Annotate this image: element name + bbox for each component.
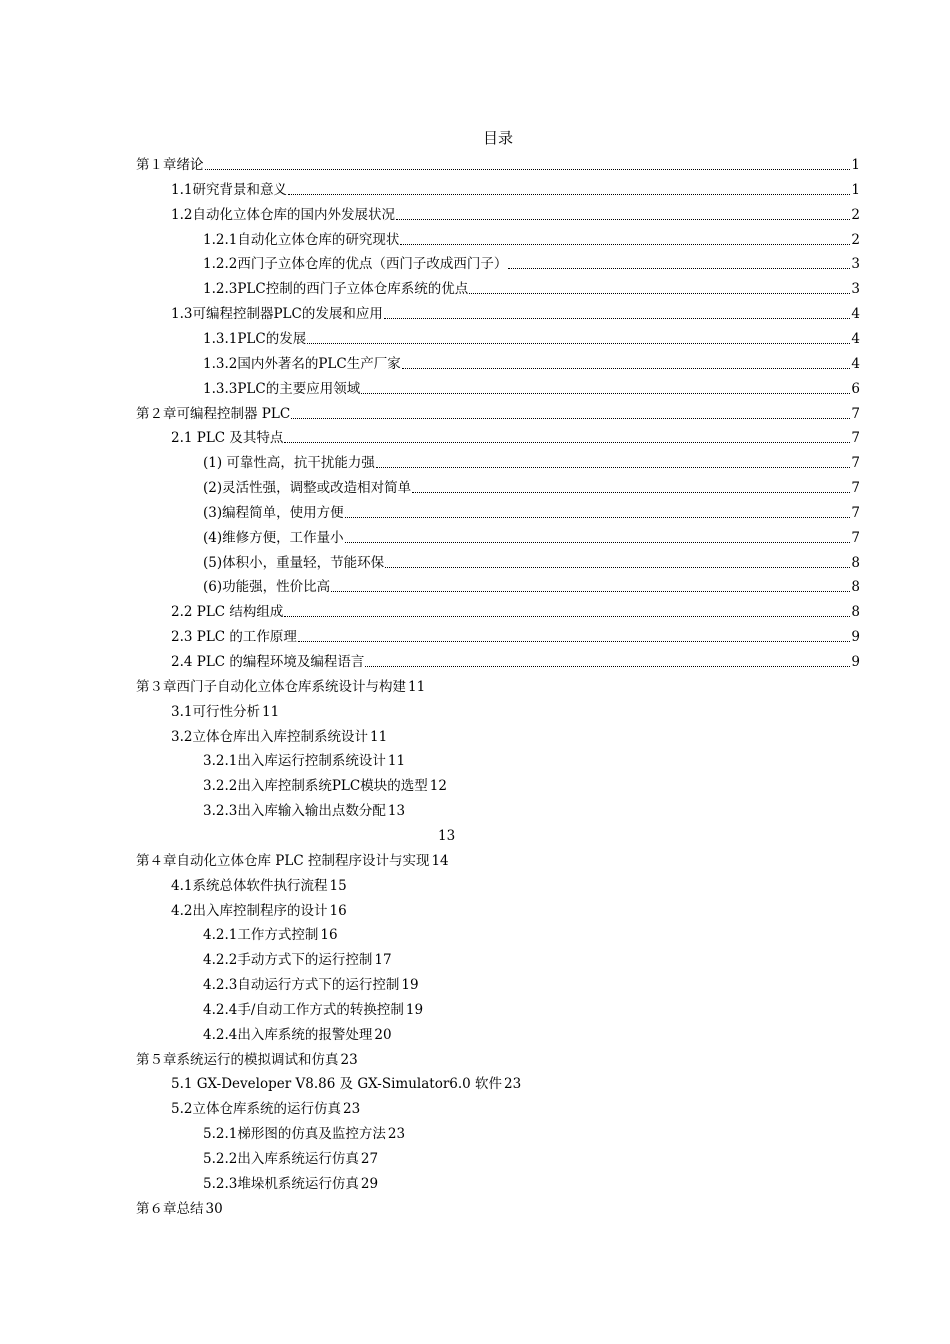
toc-page-number: 27 (360, 1151, 379, 1167)
toc-page-number: 13 (438, 827, 456, 844)
toc-entry-title: 1.3可编程控制器PLC的发展和应用 (171, 306, 383, 323)
toc-entry-title: 第３章西门子自动化立体仓库系统设计与构建 (136, 678, 406, 695)
toc-entry-title: 3.2.1出入库运行控制系统设计 (203, 753, 386, 770)
toc-dot-leader (331, 590, 850, 592)
toc-entry-title: 3.2.2出入库控制系统PLC模块的选型 (203, 778, 428, 795)
toc-entry-title: 第１章绪论 (136, 157, 204, 173)
toc-entry-title: 3.2.3出入库输入输出点数分配 (203, 803, 386, 820)
toc-entry-title: 1.2.3PLC控制的西门子立体仓库系统的优点 (203, 281, 469, 298)
toc-entry-title: 1.1研究背景和意义 (171, 181, 287, 198)
toc-entry-title: 3.2立体仓库出入库控制系统设计 (171, 728, 368, 745)
toc-page-number: 19 (401, 977, 419, 994)
toc-entry[interactable] (136, 399, 860, 423)
toc-page-number: 30 (205, 1200, 223, 1217)
toc-dot-leader (412, 491, 850, 493)
toc-entry[interactable] (171, 622, 860, 646)
toc-entry[interactable] (171, 597, 860, 621)
toc-dot-leader (284, 441, 850, 443)
toc-dot-leader (384, 317, 851, 319)
toc-page-number: 11 (261, 703, 280, 720)
toc-dot-leader (345, 516, 851, 518)
toc-page-number: 4 (851, 330, 860, 347)
toc-dot-leader (205, 168, 851, 170)
toc-page-number: 8 (851, 579, 860, 596)
toc-entry[interactable] (203, 473, 860, 497)
toc-dot-leader (365, 665, 850, 667)
toc-entry[interactable] (203, 324, 860, 348)
toc-entry-title: 2.1 PLC 及其特点 (171, 430, 284, 447)
toc-dot-leader (385, 566, 850, 568)
toc-entry-title: 2.2 PLC 结构组成 (171, 604, 284, 621)
toc-entry-title: 第２章可编程控制器 PLC (136, 405, 291, 422)
toc-page-number: 9 (851, 629, 860, 646)
toc-page-number: 1 (851, 181, 860, 198)
toc-page-number: 3 (851, 281, 860, 298)
toc-entry[interactable] (171, 299, 860, 323)
toc-page-number: 29 (360, 1175, 379, 1192)
toc-entry-title: 1.3.2国内外著名的PLC生产厂家 (203, 355, 401, 372)
toc-entry-title: 5.2立体仓库系统的运行仿真 (171, 1101, 341, 1118)
toc-entry-title: (5)体积小，重量轻，节能环保 (203, 554, 385, 571)
toc-page-number: 11 (408, 678, 426, 695)
toc-page-number: 23 (504, 1076, 522, 1093)
toc-entry-title: 1.2.2西门子立体仓库的优点（西门子改成西门子） (203, 256, 508, 273)
toc-entry[interactable] (203, 374, 860, 398)
toc-page-number: 7 (851, 455, 860, 472)
toc-entry-title: 第６章总结 (136, 1200, 204, 1217)
toc-page-number: 6 (851, 380, 860, 397)
toc-page-number: 2 (851, 231, 860, 248)
toc-entry-title: 4.2.4出入库系统的报警处理 (203, 1026, 373, 1043)
toc-entry[interactable] (136, 150, 860, 174)
toc-dot-leader (469, 292, 850, 294)
toc-entry-title: 2.4 PLC 的编程环境及编程语言 (171, 654, 365, 670)
toc-page-number: 23 (387, 1126, 406, 1143)
toc-page-number: 11 (387, 753, 406, 770)
toc-entry-title: 5.1 GX-Developer V8.86 及 GX-Simulator6.0 软件 (171, 1076, 503, 1093)
toc-entry[interactable] (171, 200, 860, 224)
toc-entry[interactable] (203, 448, 860, 472)
toc-entry-title: 4.2.4手/自动工作方式的转换控制 (203, 1001, 404, 1018)
toc-entry[interactable] (171, 423, 860, 447)
toc-page-number: 11 (369, 728, 388, 745)
toc-entry-title: 4.1系统总体软件执行流程 (171, 877, 328, 894)
toc-dot-leader (508, 267, 850, 269)
toc-entry-title: 1.3.3PLC的主要应用领域 (203, 380, 361, 397)
toc-entry-title: 2.3 PLC 的工作原理 (171, 629, 297, 646)
toc-dot-leader (376, 466, 850, 468)
toc-entry-title: 5.2.1梯形图的仿真及监控方法 (203, 1126, 386, 1143)
toc-page-number: 7 (851, 480, 860, 497)
toc-entry-title: 4.2.3自动运行方式下的运行控制 (203, 977, 400, 994)
toc-entry-title: 1.2.1自动化立体仓库的研究现状 (203, 231, 400, 248)
toc-page-number: 16 (320, 927, 338, 944)
toc-entry-title: 第４章自动化立体仓库 PLC 控制程序设计与实现 (136, 852, 430, 869)
toc-dot-leader (345, 541, 851, 543)
toc-page-number: 7 (851, 405, 860, 422)
toc-page-number: 23 (340, 1051, 358, 1068)
toc-entry-title: (6)功能强，性价比高 (203, 579, 331, 596)
toc-page-number: 20 (374, 1026, 392, 1043)
toc-dot-leader (284, 615, 850, 617)
toc-entry-title: 4.2.1工作方式控制 (203, 927, 319, 944)
toc-page-number: 4 (851, 306, 860, 323)
toc-entry-title: (3)编程简单，使用方便 (203, 504, 344, 521)
toc-dot-leader (291, 417, 850, 419)
toc-dot-leader (400, 243, 850, 245)
toc-entry-title: 4.2出入库控制程序的设计 (171, 902, 328, 919)
toc-page-number: 17 (374, 952, 392, 969)
toc-page-number: 19 (405, 1001, 424, 1018)
toc-dot-leader (298, 640, 850, 642)
toc-entry-title: 4.2.2手动方式下的运行控制 (203, 952, 373, 969)
toc-page-number: 7 (851, 504, 860, 521)
toc-title: 目录 (482, 129, 513, 147)
toc-dot-leader (402, 367, 851, 369)
toc-entry-title: 5.2.2出入库系统运行仿真 (203, 1151, 359, 1167)
toc-entry[interactable] (203, 523, 860, 547)
toc-entry[interactable] (203, 225, 860, 249)
toc-entry[interactable] (203, 274, 860, 298)
toc-page-number: 3 (851, 256, 860, 273)
toc-entry-title: (2)灵活性强，调整或改造相对简单 (203, 480, 412, 497)
toc-entry[interactable] (203, 349, 860, 373)
toc-page-number: 23 (342, 1101, 361, 1118)
toc-page-number: 16 (329, 902, 347, 919)
toc-page-number: 15 (329, 877, 347, 894)
toc-page-number: 7 (851, 529, 860, 546)
toc-entry-title: 3.1可行性分析 (171, 703, 260, 720)
toc-entry[interactable] (203, 498, 860, 522)
toc-entry[interactable] (203, 548, 860, 572)
toc-page-number: 4 (851, 355, 860, 372)
toc-dot-leader (288, 193, 850, 195)
toc-entry[interactable] (203, 249, 860, 273)
toc-entry-title: 第５章系统运行的模拟调试和仿真 (136, 1051, 339, 1068)
toc-page-number: 14 (431, 852, 449, 869)
toc-page-number: 7 (851, 430, 860, 447)
toc-page-number: 8 (851, 554, 860, 571)
toc-page-number: 9 (851, 654, 860, 670)
toc-entry[interactable] (171, 175, 860, 199)
toc-page-number: 8 (851, 604, 860, 621)
toc-page-number: 12 (429, 778, 447, 795)
toc-entry-title: 1.2自动化立体仓库的国内外发展状况 (171, 206, 395, 223)
toc-entry-title: 5.2.3堆垛机系统运行仿真 (203, 1175, 359, 1192)
toc-entry-title: (4)维修方便，工作量小 (203, 529, 344, 546)
toc-dot-leader (361, 392, 850, 394)
toc-page-number: 2 (851, 206, 860, 223)
toc-page-number: 1 (851, 157, 860, 173)
toc-entry[interactable] (171, 647, 860, 671)
toc-dot-leader (396, 218, 850, 220)
toc-entry[interactable] (203, 572, 860, 596)
toc-entry-title: (1) 可靠性高，抗干扰能力强 (203, 455, 375, 472)
toc-dot-leader (307, 342, 850, 344)
toc-page-number: 13 (387, 803, 406, 820)
toc-entry-title: 1.3.1PLC的发展 (203, 330, 307, 347)
